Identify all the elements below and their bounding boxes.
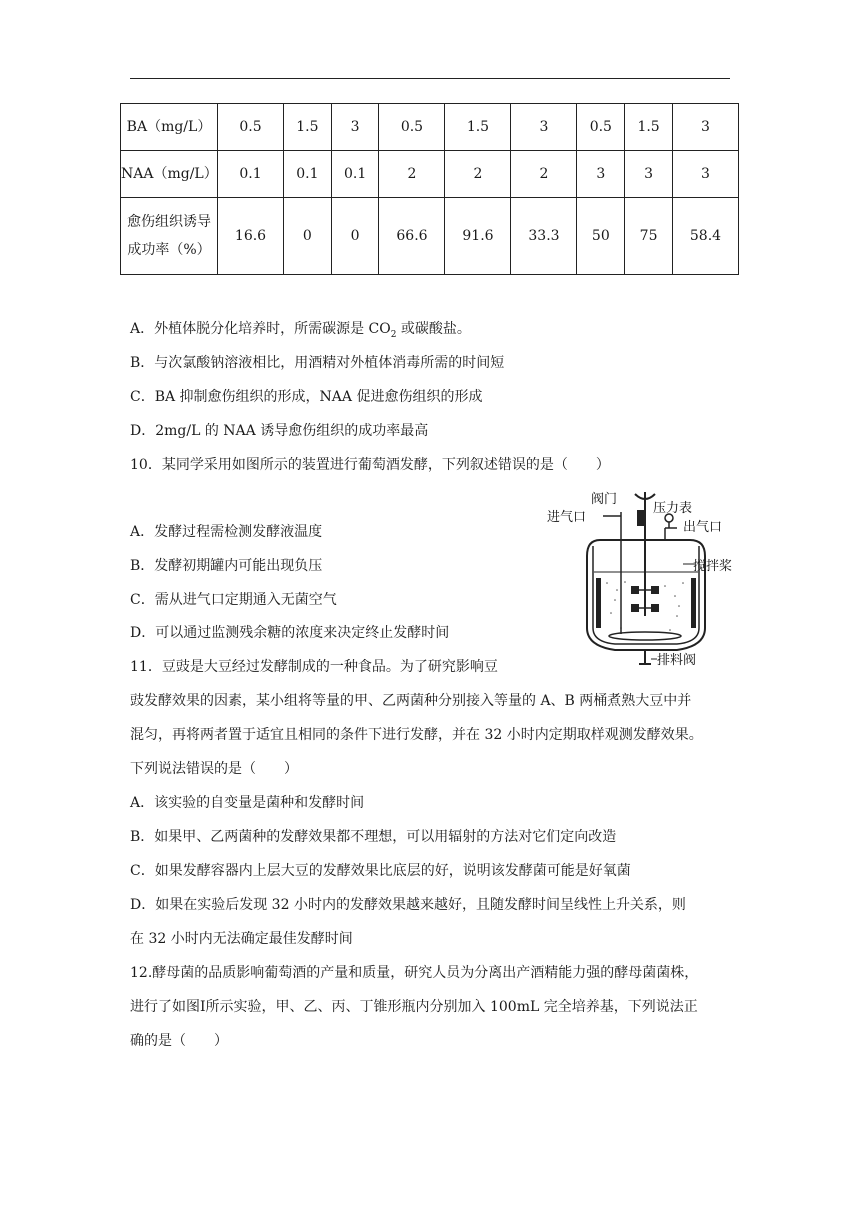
table-cell: 2 — [445, 151, 511, 198]
table-row-ba — [121, 104, 739, 151]
table-cell: 3 — [672, 151, 738, 198]
table-cell: 3 — [625, 151, 673, 198]
q9-option-a-text: A．外植体脱分化培养时，所需碳源是 CO — [130, 321, 391, 337]
q10-option-a: A．发酵过程需检测发酵液温度 — [130, 524, 323, 540]
q12-stem-line: 12.酵母菌的品质影响葡萄酒的产量和质量，研究人员为分离出产酒精能力强的酵母菌菌株， — [130, 965, 699, 981]
table-cell: 0 — [284, 198, 332, 275]
q11-option-d: D．如果在实验后发现 32 小时内的发酵效果越来越好，且随发酵时间呈线性上升关系，则 — [130, 897, 686, 913]
table-cell: 33.3 — [511, 198, 577, 275]
table-row-success-rate — [121, 198, 739, 275]
table-cell: 3 — [577, 151, 625, 198]
table-row-naa — [121, 151, 739, 198]
label-air-inlet: 进气口 — [547, 509, 587, 524]
table-cell: 2 — [379, 151, 445, 198]
table-cell: 16.6 — [218, 198, 284, 275]
q10-option-d: D．可以通过监测残余糖的浓度来决定终止发酵时间 — [130, 625, 450, 641]
q11-option-a: A．该实验的自变量是菌种和发酵时间 — [130, 795, 365, 811]
q11-stem-line: 混匀，再将两者置于适宜且相同的条件下进行发酵，并在 32 小时内定期取样观测发酵效果。 — [130, 727, 703, 743]
q10-option-c: C．需从进气口定期通入无菌空气 — [130, 592, 337, 608]
table-cell: 0.1 — [284, 151, 332, 198]
table-cell: 1.5 — [625, 104, 673, 151]
table-cell: 0.5 — [577, 104, 625, 151]
table-cell: 0.5 — [379, 104, 445, 151]
q9-option-b: B．与次氯酸钠溶液相比，用酒精对外植体消毒所需的时间短 — [130, 355, 505, 371]
table-cell: 0.1 — [218, 151, 284, 198]
label-air-outlet: 出气口 — [683, 519, 723, 534]
q11-option-d-cont: 在 32 小时内无法确定最佳发酵时间 — [130, 931, 353, 947]
q12-stem-line: 确的是（ ） — [130, 1033, 228, 1049]
label-discharge-valve: 排料阀 — [657, 652, 697, 667]
table-cell: 1.5 — [284, 104, 332, 151]
label-pressure-gauge: 压力表 — [653, 500, 693, 515]
q9-option-d: D．2mg/L 的 NAA 诱导愈伤组织的成功率最高 — [130, 423, 429, 439]
q11-stem-line: 11．豆豉是大豆经过发酵制成的一种食品。为了研究影响豆 — [130, 659, 498, 675]
table-cell: 0.5 — [218, 104, 284, 151]
q9-option-a-tail: 或碳酸盐。 — [396, 321, 471, 337]
q10-option-b: B．发酵初期罐内可能出现负压 — [130, 558, 323, 574]
q11-stem-line: 下列说法错误的是（ ） — [130, 761, 298, 777]
label-stirrer: 搅拌桨 — [693, 558, 733, 573]
q11-stem-line: 豉发酵效果的因素，某小组将等量的甲、乙两菌种分别接入等量的 A、B 两桶煮熟大豆中并 — [130, 693, 692, 709]
table-cell: 3 — [511, 104, 577, 151]
row-label-line: 愈伤组织诱导 — [127, 214, 211, 230]
table-cell: 66.6 — [379, 198, 445, 275]
table-cell: 50 — [577, 198, 625, 275]
valve-body — [637, 510, 645, 526]
row-label-naa: NAA（mg/L） — [121, 151, 218, 198]
table-cell: 75 — [625, 198, 673, 275]
q12-stem-line: 进行了如图Ⅰ所示实验，甲、乙、丙、丁锥形瓶内分别加入 100mL 完全培养基，下列说法正 — [130, 999, 698, 1015]
q11-option-b: B．如果甲、乙两菌种的发酵效果都不理想，可以用辐射的方法对它们定向改造 — [130, 829, 617, 845]
q11-option-c: C．如果发酵容器内上层大豆的发酵效果比底层的好，说明该发酵菌可能是好氧菌 — [130, 863, 631, 879]
q10-stem: 10．某同学采用如图所示的装置进行葡萄酒发酵，下列叙述错误的是（ ） — [130, 457, 610, 473]
subscript-2: 2 — [390, 329, 397, 340]
q9-option-a — [130, 318, 471, 340]
table-cell: 3 — [672, 104, 738, 151]
fermenter-diagram — [545, 488, 745, 668]
table-cell: 91.6 — [445, 198, 511, 275]
table-cell: 2 — [511, 151, 577, 198]
header-rule — [130, 78, 730, 79]
row-label-line: 成功率（%） — [127, 242, 211, 258]
row-label-success-rate — [121, 198, 218, 275]
data-table — [120, 103, 739, 275]
table-cell: 0 — [331, 198, 379, 275]
table-cell: 3 — [331, 104, 379, 151]
jacket-right — [691, 578, 696, 628]
table-cell: 0.1 — [331, 151, 379, 198]
table-cell: 1.5 — [445, 104, 511, 151]
label-valve: 阀门 — [591, 491, 618, 506]
q9-option-c: C．BA 抑制愈伤组织的形成，NAA 促进愈伤组织的形成 — [130, 389, 483, 405]
table-cell: 58.4 — [672, 198, 738, 275]
jacket-left — [596, 578, 601, 628]
row-label-ba: BA（mg/L） — [121, 104, 218, 151]
